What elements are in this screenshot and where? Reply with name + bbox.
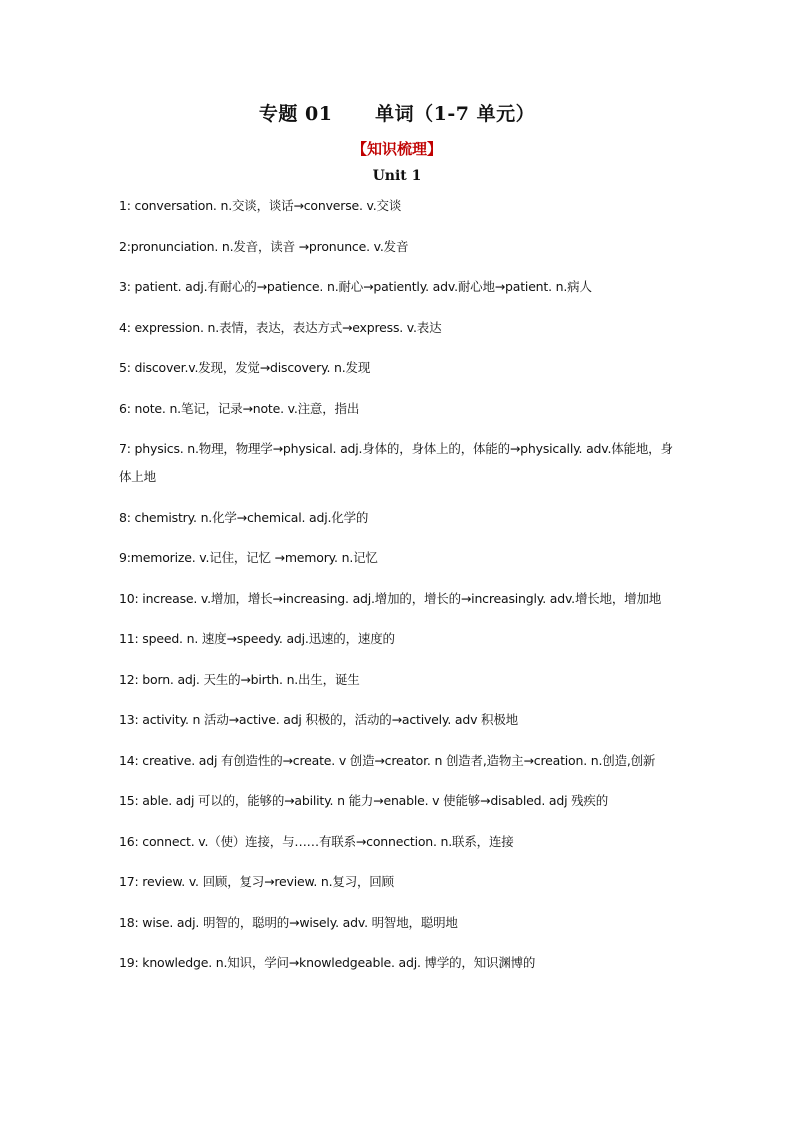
vocabulary-item: 6: note. n.笔记，记录→note. v.注意，指出 — [119, 400, 360, 416]
vocabulary-item: 11: speed. n. 速度→speedy. adj.迅速的，速度的 — [119, 631, 395, 646]
vocabulary-item: 7: physics. n.物理，物理学→physical. adj.身体的，身体上的，体能的→physically. adv.体能地，身体上地 — [119, 441, 673, 484]
vocabulary-item: 17: review. v. 回顾，复习→review. n.复习，回顾 — [119, 874, 394, 889]
vocabulary-item: 5: discover.v.发现，发觉→discovery. n.发现 — [119, 360, 371, 375]
vocabulary-item: 9:memorize. v.记住，记忆 →memory. n.记忆 — [119, 550, 378, 565]
vocabulary-item: 16: connect. v.（使）连接，与……有联系→connection. n.联系，连接 — [119, 833, 514, 849]
vocabulary-item: 19: knowledge. n.知识，学问→knowledgeable. adj. 博学的，知识渊博的 — [119, 955, 536, 970]
vocabulary-item: 12: born. adj. 天生的→birth. n.出生，诞生 — [119, 671, 360, 687]
section-label: 【知识梳理】 — [351, 140, 442, 158]
vocabulary-item: 13: activity. n 活动→active. adj 积极的，活动的→actively. adv 积极地 — [119, 712, 518, 727]
vocabulary-item: 2:pronunciation. n.发音，读音 →pronunce. v.发音 — [119, 238, 409, 254]
vocabulary-item: 15: able. adj 可以的，能够的→ability. n 能力→enable. v 使能够→disabled. adj 残疾的 — [119, 793, 609, 808]
unit-heading: Unit 1 — [372, 168, 422, 184]
vocabulary-item: 8: chemistry. n.化学→chemical. adj.化学的 — [119, 509, 369, 525]
vocabulary-item: 3: patient. adj.有耐心的→patience. n.耐心→patiently. adv.耐心地→patient. n.病人 — [119, 279, 592, 294]
vocabulary-item: 4: expression. n.表情，表达，表达方式→express. v.表达 — [119, 319, 442, 335]
vocabulary-item: 14: creative. adj 有创造性的→create. v 创造→creator. n 创造者,造物主→creation. n.创造,创新 — [119, 752, 656, 768]
vocabulary-item: 1: conversation. n.交谈，谈话→converse. v.交谈 — [119, 198, 402, 213]
page-title: 专题 01 单词（1-7 单元） — [258, 103, 536, 125]
vocabulary-item: 10: increase. v.增加，增长→increasing. adj.增加的，增长的→increasingly. adv.增长地，增加地 — [119, 590, 662, 606]
vocabulary-list — [119, 192, 679, 990]
vocabulary-item: 18: wise. adj. 明智的，聪明的→wisely. adv. 明智地，聪明地 — [119, 914, 458, 930]
